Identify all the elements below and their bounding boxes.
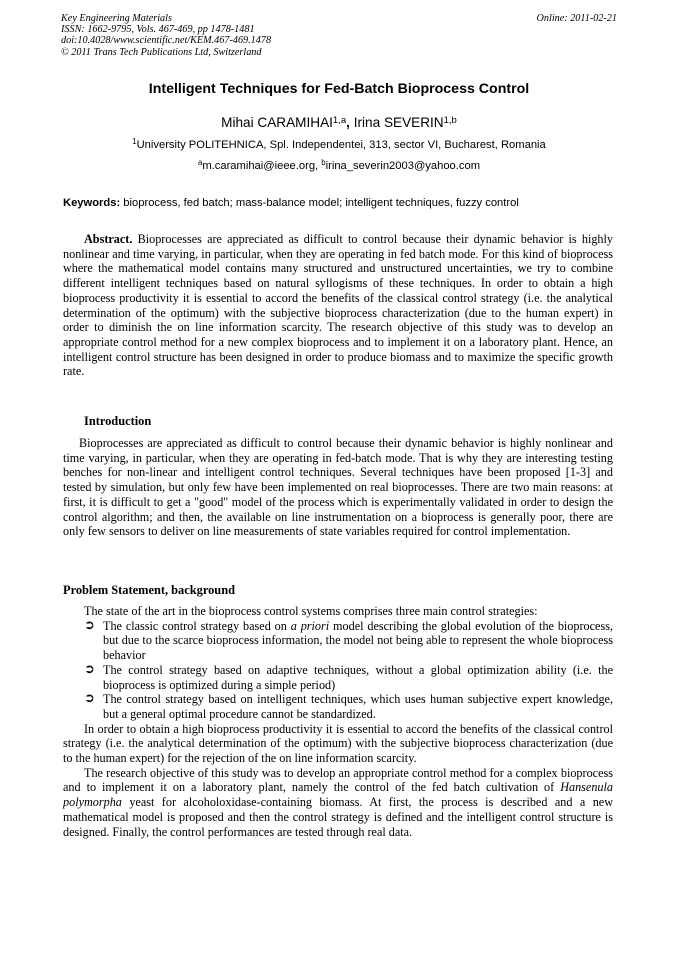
keywords-text: bioprocess, fed batch; mass-balance model; intelligent techniques, fuzzy control bbox=[120, 197, 519, 209]
doi-line: doi:10.4028/www.scientific.net/KEM.467-469.1478 bbox=[61, 35, 272, 47]
author-1-affil: 1,a bbox=[332, 114, 347, 126]
keywords-label: Keywords: bbox=[63, 197, 121, 209]
problem-paragraph-2 bbox=[63, 766, 613, 840]
introduction-text: Bioprocesses are appreciated as difficult to control because their dynamic behavior is highly nonlinear and time varying, in particular, when they are operating in fed-batch mode. That is why they are interesting testing benches for non-linear and intelligent control techniques. Several techniques have been proposed [1-3] and tested by simulation, but only few have been implemented on real bioprocesses. There are two main reasons: at first, it is difficult to get a "good" model of the process which is experimentally validated in order to design the control algorithm; and then, the available on line instrumentation on a bioprocess is generally poor, there are only few sensors to deliver on line measurements of state variables required for control implementation. bbox=[63, 436, 613, 539]
affiliation-number: 1 bbox=[132, 137, 137, 147]
list-item bbox=[63, 619, 613, 663]
abstract-text: Bioprocesses are appreciated as difficult to control because their dynamic behavior is highly nonlinear and time varying, in particular, when they are operating in fed batch mode. For this kind of bioprocess where the mathematical model contains many structured and unstructured uncertainties, we try to combine different intelligent techniques based on natural syllogisms of these techniques. In order to obtain a high bioprocess productivity it is essential to accord the benefits of the classical control strategy (i.e. the analytical determination of the optimum) with the subjective bioprocess characterization (due to the human expert) in order to diminish the on line information scarcity. The research objective of this study was to develop an appropriate control method for a new complex bioprocess and to implement it on a laboratory plant. Hence, an intelligent control structure has been designed in order to produce biomass and to maximize the specific growth rate. bbox=[63, 232, 613, 379]
author-2: Irina SEVERIN bbox=[353, 115, 444, 130]
email-a-marker: a bbox=[197, 158, 203, 168]
author-separator: , bbox=[346, 115, 354, 130]
copyright-line: © 2011 Trans Tech Publications Ltd, Switzerland bbox=[61, 46, 262, 58]
problem-statement-heading: Problem Statement, background bbox=[63, 583, 235, 597]
author-1: Mihai CARAMIHAI bbox=[221, 115, 333, 130]
abstract-label: Abstract. bbox=[84, 232, 133, 246]
arrow-bullet-icon: ➲ bbox=[84, 691, 95, 707]
paper-title: Intelligent Techniques for Fed-Batch Bioprocess Control bbox=[148, 81, 530, 97]
email-b-marker: b bbox=[321, 158, 326, 168]
problem-statement-section bbox=[63, 604, 613, 839]
problem-paragraph-1: In order to obtain a high bioprocess productivity it is essential to accord the benefits of the classical control strategy (i.e. the analytical determination of the optimum) with the subjective bioprocess characterization (due to the human expert) for the rejection of the on line information scarcity. bbox=[63, 721, 613, 766]
affiliation-text: University POLITEHNICA, Spl. Independentei, 313, sector VI, Bucharest, Romania bbox=[136, 139, 546, 151]
online-date: Online: 2011-02-21 bbox=[536, 13, 617, 24]
strategy-list bbox=[63, 619, 613, 722]
arrow-bullet-icon: ➲ bbox=[84, 617, 95, 633]
bullet-2-text: The control strategy based on adaptive techniques, without a global optimization ability (i.e. the bioprocess is optimized during a simple period) bbox=[103, 662, 613, 692]
paragraph-2-text: The research objective of this study was to develop an appropriate control method for a complex bioprocess and to implement it on a laboratory plant, namely the control of the fed batch cultivation of bbox=[63, 765, 613, 795]
bullet-3-text: The control strategy based on intelligent techniques, which uses human subjective expert knowledge, but a general optimal procedure cannot be standardized. bbox=[103, 692, 613, 721]
bullet-1-text-end: model describing the global evolution of the bioprocess, but due to the scarce bioprocess information, the model not being able to represent the whole bioprocess behavior bbox=[103, 618, 613, 663]
author-line bbox=[0, 115, 678, 130]
affiliation bbox=[0, 139, 678, 151]
journal-name: Key Engineering Materials bbox=[61, 13, 172, 24]
paragraph-2-text-end: yeast for alcoholoxidase-containing biomass. At first, the process is described and a new mathematical model is proposed and then the control strategy is defined and the intelligent control structure is designed. Finally, the control performances are tested through real data. bbox=[63, 795, 613, 839]
species-name: Hansenula polymorpha bbox=[63, 780, 613, 810]
introduction-section bbox=[63, 436, 613, 539]
email-b: irina_severin2003@yahoo.com bbox=[325, 160, 481, 172]
list-item bbox=[63, 663, 613, 692]
problem-intro: The state of the art in the bioprocess control systems comprises three main control strategies: bbox=[84, 604, 538, 618]
author-2-affil: 1,b bbox=[443, 114, 457, 126]
issn-line: ISSN: 1662-9795, Vols. 467-469, pp 1478-1481 bbox=[61, 24, 255, 36]
keywords bbox=[63, 197, 623, 209]
arrow-bullet-icon: ➲ bbox=[84, 661, 95, 677]
bullet-1-text: The classic control strategy based on bbox=[103, 618, 291, 633]
introduction-heading: Introduction bbox=[84, 414, 152, 428]
author-emails bbox=[0, 160, 678, 172]
email-a: m.caramihai@ieee.org, bbox=[202, 160, 322, 172]
bullet-1-italic: a priori bbox=[290, 618, 330, 633]
list-item bbox=[63, 692, 613, 721]
journal-header bbox=[61, 13, 617, 58]
abstract bbox=[63, 232, 613, 379]
